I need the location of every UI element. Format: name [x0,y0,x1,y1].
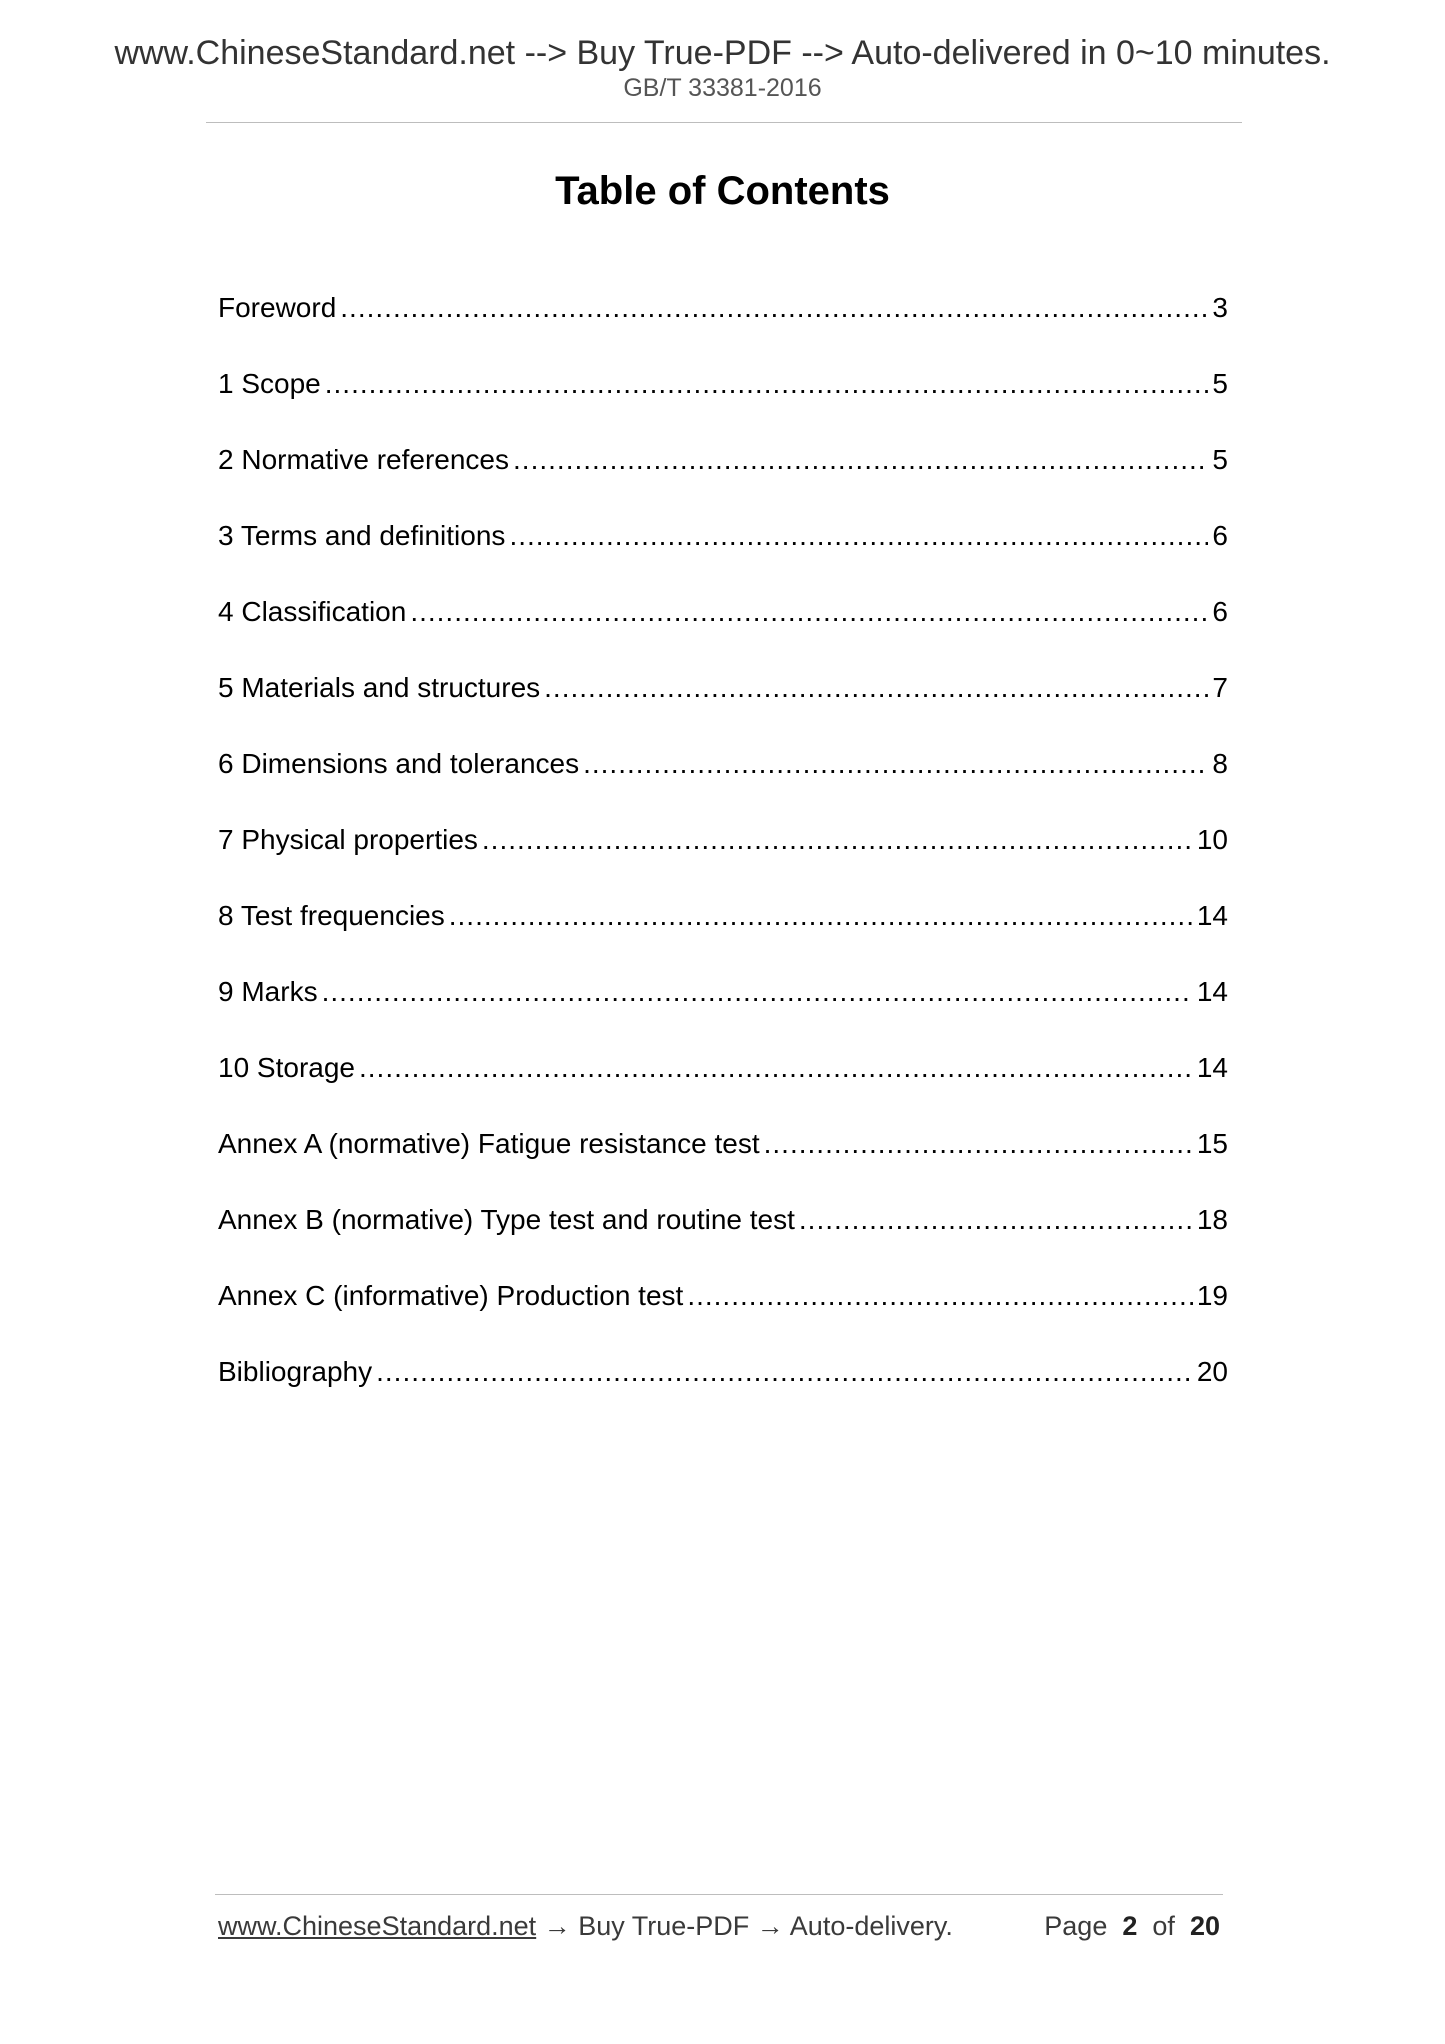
top-banner: www.ChineseStandard.net --> Buy True-PDF --> Auto-delivered in 0~10 minutes. [114,34,1331,72]
of-word: of [1152,1911,1175,1941]
toc-entry-physical-properties[interactable] [218,820,1228,896]
toc-entry-terms-and-definitions[interactable] [218,516,1228,592]
toc-leader-dots [687,1276,1193,1316]
toc-entry-label: 1 Scope [218,368,321,399]
page-total: 20 [1189,1911,1220,1941]
toc-entry-bibliography[interactable] [218,1352,1228,1428]
toc-leader-dots [482,820,1193,860]
toc-leader-dots [799,1200,1193,1240]
website-link[interactable]: www.ChineseStandard.net [218,1911,537,1941]
toc-entry-page: 8 [1212,748,1228,779]
footer-promo [218,1913,953,1940]
page-number [1044,1913,1220,1940]
toc-entry-label: 8 Test frequencies [218,900,445,931]
page-footer [218,1913,1220,1940]
toc-entry-materials-and-structures[interactable] [218,668,1228,744]
toc-leader-dots [583,744,1208,784]
toc-entry-label: 2 Normative references [218,444,510,475]
toc-entry-annex-a[interactable] [218,1124,1228,1200]
footer-buy-text: Buy True-PDF [578,1911,750,1941]
toc-entry-page: 14 [1196,900,1228,931]
toc-entry-label: 6 Dimensions and tolerances [218,748,580,779]
toc-entry-page: 14 [1196,1052,1228,1083]
toc-leader-dots [449,896,1193,936]
toc-entry-label: Bibliography [218,1356,373,1387]
toc-entry-label: Foreword [218,292,337,323]
toc-entry-annex-b[interactable] [218,1200,1228,1276]
toc-leader-dots [544,668,1208,708]
toc-leader-dots [513,440,1208,480]
header-divider [206,122,1242,123]
toc-entry-scope[interactable] [218,364,1228,440]
toc-entry-page: 10 [1196,824,1228,855]
toc-leader-dots [359,1048,1193,1088]
toc-entry-page: 3 [1212,292,1228,323]
toc-leader-dots [325,364,1209,404]
toc-entry-page: 19 [1196,1280,1228,1311]
page-word: Page [1044,1911,1108,1941]
toc-entry-test-frequencies[interactable] [218,896,1228,972]
toc-entry-dimensions-and-tolerances[interactable] [218,744,1228,820]
page-current: 2 [1122,1911,1138,1941]
toc-entry-annex-c[interactable] [218,1276,1228,1352]
toc-entry-page: 6 [1212,520,1228,551]
toc-leader-dots [410,592,1208,632]
toc-entry-page: 18 [1196,1204,1228,1235]
toc-entry-label: 3 Terms and definitions [218,520,506,551]
document-code: GB/T 33381-2016 [623,74,822,102]
toc-entry-classification[interactable] [218,592,1228,668]
toc-entry-page: 15 [1196,1128,1228,1159]
toc-entry-label: Annex A (normative) Fatigue resistance test [218,1128,760,1159]
table-of-contents [218,288,1228,1428]
toc-entry-foreword[interactable] [218,288,1228,364]
arrow-right-icon: → [756,1911,784,1941]
toc-leader-dots [764,1124,1193,1164]
toc-entry-label: 10 Storage [218,1052,355,1083]
toc-leader-dots [376,1352,1193,1392]
toc-entry-label: 4 Classification [218,596,407,627]
page-title: Table of Contents [555,169,890,213]
toc-entry-normative-references[interactable] [218,440,1228,516]
arrow-right-icon: → [543,1911,571,1941]
toc-leader-dots [322,972,1193,1012]
toc-entry-storage[interactable] [218,1048,1228,1124]
toc-entry-page: 5 [1212,368,1228,399]
toc-entry-page: 14 [1196,976,1228,1007]
footer-delivery-text: Auto-delivery. [789,1911,953,1941]
toc-entry-label: 5 Materials and structures [218,672,541,703]
toc-entry-page: 7 [1212,672,1228,703]
toc-leader-dots [509,516,1208,556]
toc-leader-dots [340,288,1208,328]
footer-divider [215,1894,1223,1895]
toc-entry-label: 9 Marks [218,976,318,1007]
toc-entry-marks[interactable] [218,972,1228,1048]
toc-entry-label: Annex C (informative) Production test [218,1280,684,1311]
toc-entry-label: 7 Physical properties [218,824,478,855]
toc-entry-page: 6 [1212,596,1228,627]
toc-entry-label: Annex B (normative) Type test and routine test [218,1204,795,1235]
toc-entry-page: 20 [1196,1356,1228,1387]
toc-entry-page: 5 [1212,444,1228,475]
